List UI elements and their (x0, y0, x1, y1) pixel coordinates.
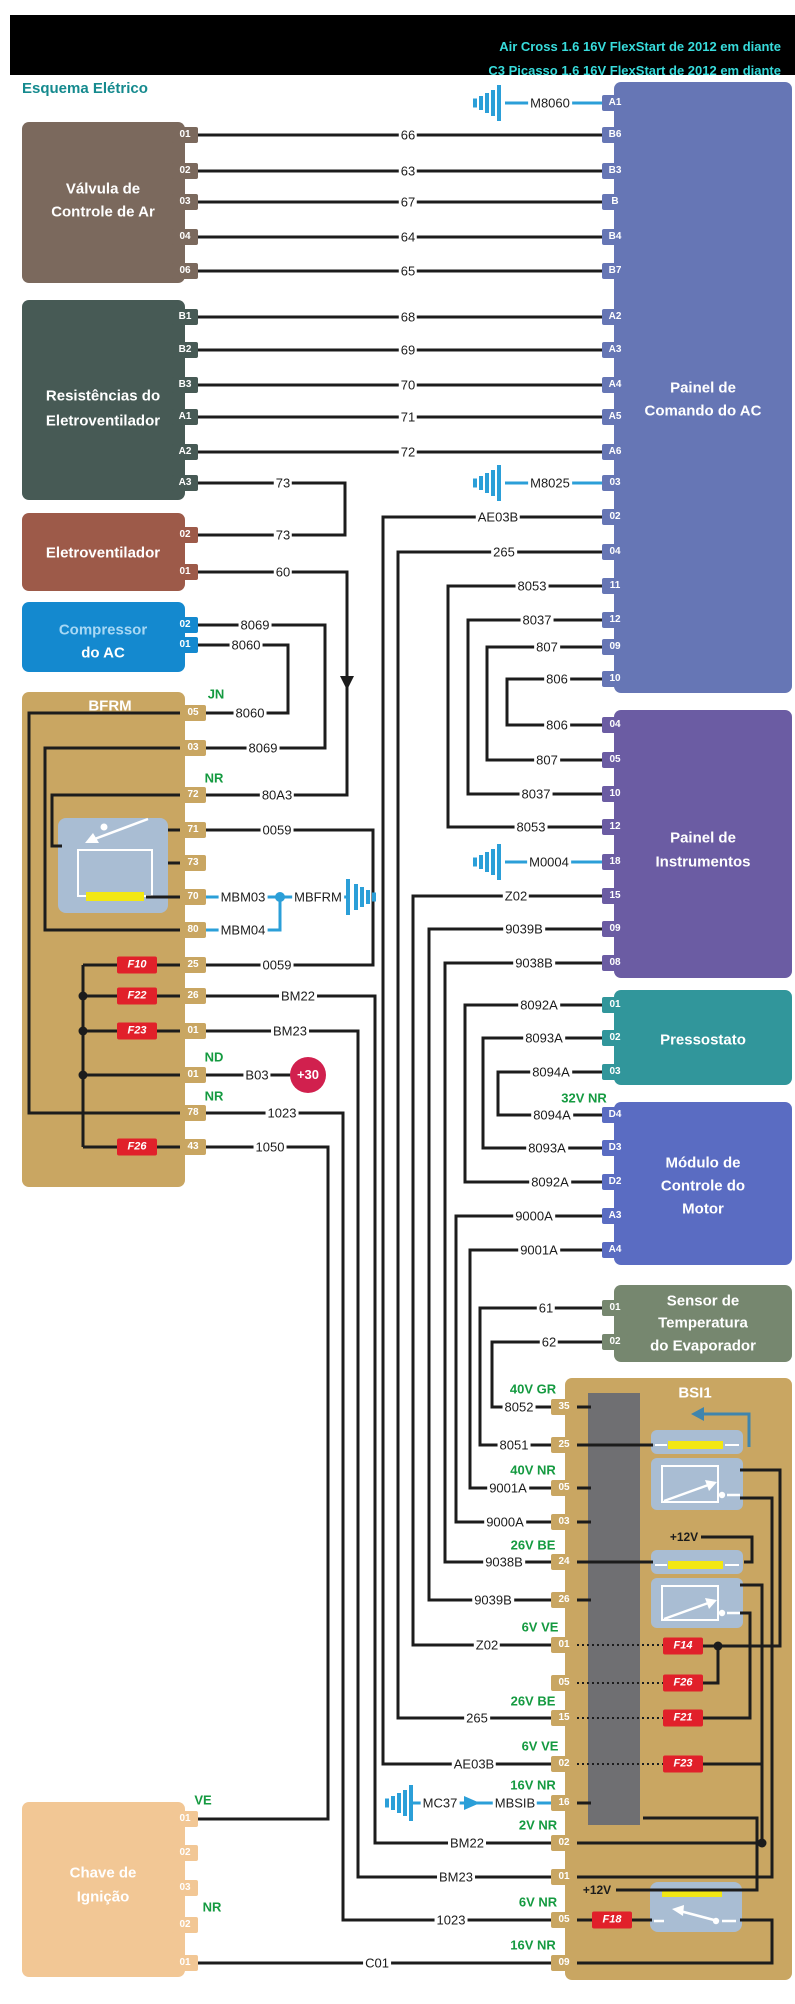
wire-label-8069: 8069 (248, 740, 278, 756)
wire-label-MBM03: MBM03 (220, 889, 266, 905)
pin-bfrm-71: 71 (180, 822, 206, 838)
pin-bfrm-01: 01 (180, 1067, 206, 1083)
fuse-F23: F23 (117, 1023, 157, 1040)
pin-painel-comando-ac-B7: B7 (602, 263, 628, 279)
pin-resistencias-eletroventilador-A2: A2 (172, 444, 198, 460)
pin-painel-instrumentos-12: 12 (602, 819, 628, 835)
junction-dot (79, 1027, 88, 1036)
wire-label-8060: 8060 (231, 637, 261, 653)
pin-bsi1-02: 02 (551, 1756, 577, 1772)
wire (198, 1147, 328, 1819)
pin-painel-instrumentos-10: 10 (602, 786, 628, 802)
fuse-F10: F10 (117, 957, 157, 974)
pin-pressostato-02: 02 (602, 1030, 628, 1046)
connector-label-16V-NR: 16V NR (510, 1937, 556, 1953)
wire-label-BM22: BM22 (450, 1835, 484, 1851)
wire-label-8053: 8053 (516, 819, 546, 835)
connector-label-JN: JN (207, 686, 225, 702)
fuse-F18: F18 (592, 1912, 632, 1929)
wire (413, 896, 602, 1645)
box-title-resistencias-eletroventilador: Eletroventilador (45, 412, 161, 430)
connector-label-ND: ND (204, 1049, 224, 1065)
wire-label-265: 265 (466, 1710, 488, 1726)
wire-label-66: 66 (400, 127, 416, 143)
pin-painel-comando-ac-B4: B4 (602, 229, 628, 245)
pin-modulo-controle-motor-D3: D3 (602, 1140, 628, 1156)
supply-plus30: +30 (290, 1057, 326, 1093)
junction-dot (79, 1071, 88, 1080)
pin-modulo-controle-motor-D4: D4 (602, 1107, 628, 1123)
pin-bsi1-01: 01 (551, 1869, 577, 1885)
pin-painel-instrumentos-04: 04 (602, 717, 628, 733)
pin-eletroventilador-01: 01 (172, 564, 198, 580)
wire-label-9039B: 9039B (474, 1592, 512, 1608)
wire-label-8037: 8037 (521, 786, 551, 802)
pin-bsi1-15: 15 (551, 1710, 577, 1726)
pin-resistencias-eletroventilador-B3: B3 (172, 377, 198, 393)
wire-label-72: 72 (400, 444, 416, 460)
wire-label-80A3: 80A3 (261, 787, 293, 803)
wire-label-M8025: M8025 (530, 475, 570, 491)
box-title-painel-comando-ac: Painel de (670, 379, 736, 397)
wire-label-73: 73 (275, 527, 291, 543)
wire-label-70: 70 (400, 377, 416, 393)
pin-bfrm-78: 78 (180, 1105, 206, 1121)
pin-painel-comando-ac-B6: B6 (602, 127, 628, 143)
connector-label-6V-NR: 6V NR (518, 1894, 558, 1910)
wire-label-MBFRM: MBFRM (294, 889, 342, 905)
wire (492, 1342, 602, 1407)
pin-painel-comando-ac-A5: A5 (602, 409, 628, 425)
wire-label-67: 67 (400, 194, 416, 210)
pin-bfrm-25: 25 (180, 957, 206, 973)
wire-label-MC37: MC37 (422, 1795, 458, 1811)
wire-label-71: 71 (400, 409, 416, 425)
pin-painel-comando-ac-12: 12 (602, 612, 628, 628)
wire-label-8092A: 8092A (531, 1174, 569, 1190)
wire (383, 517, 602, 1764)
wire-label-Z02: Z02 (475, 1637, 499, 1653)
box-title-sensor-temperatura-evaporador: Sensor de (666, 1292, 740, 1310)
wire-label-MBM04: MBM04 (220, 922, 266, 938)
wire-label-65: 65 (400, 263, 416, 279)
wire-label-8093A: 8093A (528, 1140, 566, 1156)
wire-label-AE03B: AE03B (453, 1756, 495, 1772)
pin-painel-instrumentos-15: 15 (602, 888, 628, 904)
wire (480, 1308, 602, 1445)
box-title-modulo-controle-motor: Módulo de (665, 1154, 741, 1172)
pin-modulo-controle-motor-A4: A4 (602, 1242, 628, 1258)
pin-bsi1-25: 25 (551, 1437, 577, 1453)
pin-bsi1-05: 05 (551, 1912, 577, 1928)
pin-valvula-controle-ar-01: 01 (172, 127, 198, 143)
box-title-chave-ignicao: Ignição (76, 1888, 130, 1906)
wire-label-807: 807 (536, 639, 558, 655)
wire-label-1023: 1023 (267, 1105, 297, 1121)
box-title-sensor-temperatura-evaporador: do Evaporador (650, 1337, 756, 1355)
pin-painel-comando-ac-02: 02 (602, 509, 628, 525)
connector-label-NR: NR (204, 770, 224, 786)
pin-bfrm-72: 72 (180, 787, 206, 803)
pin-valvula-controle-ar-02: 02 (172, 163, 198, 179)
pin-bsi1-01: 01 (551, 1637, 577, 1653)
wire-label-9000A: 9000A (515, 1208, 553, 1224)
wire-label-0059: 0059 (262, 822, 292, 838)
wire-label-806: 806 (546, 671, 568, 687)
connector-label-26V-BE: 26V BE (510, 1537, 556, 1553)
fuse-F22: F22 (117, 988, 157, 1005)
pin-painel-comando-ac-B: B (602, 194, 628, 210)
pin-chave-ignicao-03: 03 (172, 1880, 198, 1896)
box-title-resistencias-eletroventilador: Resistências do (45, 387, 161, 405)
pin-painel-comando-ac-B3: B3 (602, 163, 628, 179)
wire-label-8053: 8053 (517, 578, 547, 594)
wire-label-8060: 8060 (235, 705, 265, 721)
header-line-2: C3 Picasso 1.6 16V FlexStart de 2012 em diante (488, 63, 781, 78)
wire-label-8093A: 8093A (525, 1030, 563, 1046)
wire-label-63: 63 (400, 163, 416, 179)
pin-resistencias-eletroventilador-B2: B2 (172, 342, 198, 358)
ground-icon-M8060 (473, 85, 501, 121)
connector-label-40V-NR: 40V NR (510, 1462, 556, 1478)
supply-label-12v: +12V (582, 1883, 612, 1897)
pin-painel-comando-ac-04: 04 (602, 544, 628, 560)
connector-bar (588, 1393, 640, 1825)
junction-dot (79, 992, 88, 1001)
wire-label-C01: C01 (365, 1955, 389, 1971)
pin-painel-comando-ac-A4: A4 (602, 377, 628, 393)
pin-bfrm-70: 70 (180, 889, 206, 905)
wire-label-8052: 8052 (504, 1399, 534, 1415)
wire-label-9038B: 9038B (485, 1554, 523, 1570)
wire (616, 1818, 757, 1890)
pin-sensor-temperatura-evaporador-01: 01 (602, 1300, 628, 1316)
box-title-sensor-temperatura-evaporador: Temperatura (658, 1314, 748, 1332)
pin-resistencias-eletroventilador-A1: A1 (172, 409, 198, 425)
pin-bfrm-73: 73 (180, 855, 206, 871)
pin-modulo-controle-motor-A3: A3 (602, 1208, 628, 1224)
connector-label-16V-NR: 16V NR (510, 1777, 556, 1793)
pin-painel-comando-ac-A1: A1 (602, 95, 628, 111)
pin-bsi1-35: 35 (551, 1399, 577, 1415)
pin-bsi1-09: 09 (551, 1955, 577, 1971)
wire-label-8069: 8069 (240, 617, 270, 633)
ground-icon-M8025 (473, 465, 501, 501)
mc37-right-arrow (464, 1796, 480, 1810)
wire-label-1050: 1050 (255, 1139, 285, 1155)
box-title-painel-comando-ac: Comando do AC (644, 402, 762, 420)
wire (198, 483, 345, 535)
pin-eletroventilador-02: 02 (172, 527, 198, 543)
pin-bsi1-16: 16 (551, 1795, 577, 1811)
ground-icon-MC37 (385, 1785, 413, 1821)
wire-label-8094A: 8094A (533, 1107, 571, 1123)
pin-resistencias-eletroventilador-A3: A3 (172, 475, 198, 491)
wire-label-B03: B03 (245, 1067, 269, 1083)
box-title-bsi1: BSI1 (678, 1384, 712, 1402)
wire-label-806: 806 (546, 717, 568, 733)
page-title: Esquema Elétrico (22, 80, 148, 97)
box-title-compressor-ac: Compressor (58, 621, 148, 639)
wire-label-0059: 0059 (262, 957, 292, 973)
wire (206, 1031, 551, 1877)
pin-bfrm-80: 80 (180, 922, 206, 938)
wire-label-Z02: Z02 (504, 888, 528, 904)
connector-label-26V-BE: 26V BE (510, 1693, 556, 1709)
fuse-F23: F23 (663, 1756, 703, 1773)
pin-bfrm-43: 43 (180, 1139, 206, 1155)
box-title-painel-instrumentos: Painel de (670, 829, 736, 847)
wire-label-8094A: 8094A (532, 1064, 570, 1080)
pin-bfrm-05: 05 (180, 705, 206, 721)
wire-label-9001A: 9001A (489, 1480, 527, 1496)
pin-valvula-controle-ar-06: 06 (172, 263, 198, 279)
wire-label-9001A: 9001A (520, 1242, 558, 1258)
pin-pressostato-03: 03 (602, 1064, 628, 1080)
wire-label-61: 61 (538, 1300, 554, 1316)
connector-label-NR: NR (202, 1899, 222, 1915)
ground-icon-M0004 (473, 844, 501, 880)
pin-bsi1-05: 05 (551, 1675, 577, 1691)
pin-painel-comando-ac-11: 11 (602, 578, 628, 594)
connector-label-6V-VE: 6V VE (521, 1738, 559, 1754)
box-title-valvula-controle-ar: Válvula de (65, 180, 141, 198)
wire-label-62: 62 (541, 1334, 557, 1350)
wire-label-BM23: BM23 (273, 1023, 307, 1039)
pin-chave-ignicao-02: 02 (172, 1845, 198, 1861)
box-title-eletroventilador: Eletroventilador (45, 544, 161, 562)
pin-bfrm-03: 03 (180, 740, 206, 756)
pin-bfrm-01: 01 (180, 1023, 206, 1039)
pin-painel-comando-ac-A3: A3 (602, 342, 628, 358)
wire (702, 1613, 750, 1718)
box-title-pressostato: Pressostato (660, 1031, 746, 1049)
relay-feedback-arrow (691, 1407, 704, 1421)
fuse-F26: F26 (117, 1139, 157, 1156)
wire (702, 1646, 718, 1683)
pin-resistencias-eletroventilador-B1: B1 (172, 309, 198, 325)
box-title-valvula-controle-ar: Controle de Ar (51, 203, 155, 221)
wire-label-8051: 8051 (499, 1437, 529, 1453)
pin-modulo-controle-motor-D2: D2 (602, 1174, 628, 1190)
pin-bsi1-02: 02 (551, 1835, 577, 1851)
wire-label-69: 69 (400, 342, 416, 358)
connector-label-VE: VE (194, 1792, 212, 1808)
wire-label-MBSIB: MBSIB (494, 1795, 536, 1811)
supply-label-12v: +12V (669, 1530, 699, 1544)
wire-label-BM22: BM22 (281, 988, 315, 1004)
pin-painel-comando-ac-09: 09 (602, 639, 628, 655)
box-title-modulo-controle-motor: Controle do (660, 1177, 746, 1195)
wire (206, 996, 551, 1843)
junction-dot (758, 1839, 767, 1848)
flow-down-arrow (340, 676, 354, 690)
wire (487, 647, 602, 760)
connector-label-40V-GR: 40V GR (509, 1381, 557, 1397)
wire (198, 645, 288, 713)
pin-pressostato-01: 01 (602, 997, 628, 1013)
wire-label-AE03B: AE03B (477, 509, 519, 525)
pin-painel-instrumentos-08: 08 (602, 955, 628, 971)
pin-chave-ignicao-02: 02 (172, 1917, 198, 1933)
pin-bsi1-05: 05 (551, 1480, 577, 1496)
pin-painel-comando-ac-A6: A6 (602, 444, 628, 460)
pin-compressor-ac-01: 01 (172, 637, 198, 653)
connector-label-2V-NR: 2V NR (518, 1817, 558, 1833)
fuse-F21: F21 (663, 1710, 703, 1727)
wire-label-8092A: 8092A (520, 997, 558, 1013)
wire-label-M8060: M8060 (530, 95, 570, 111)
wire-label-9000A: 9000A (486, 1514, 524, 1530)
pin-valvula-controle-ar-04: 04 (172, 229, 198, 245)
wire-label-60: 60 (275, 564, 291, 580)
pin-painel-instrumentos-05: 05 (602, 752, 628, 768)
connector-label-6V-VE: 6V VE (521, 1619, 559, 1635)
wire-label-M0004: M0004 (529, 854, 569, 870)
box-title-modulo-controle-motor: Motor (682, 1200, 724, 1218)
wire-label-73: 73 (275, 475, 291, 491)
box-title-chave-ignicao: Chave de (69, 1864, 137, 1882)
pin-valvula-controle-ar-03: 03 (172, 194, 198, 210)
wire (470, 1250, 602, 1488)
wire-label-1023: 1023 (436, 1912, 466, 1928)
pin-sensor-temperatura-evaporador-02: 02 (602, 1334, 628, 1350)
wire-label-9038B: 9038B (515, 955, 553, 971)
pin-painel-comando-ac-10: 10 (602, 671, 628, 687)
fuse-F26: F26 (663, 1675, 703, 1692)
wire-label-265: 265 (493, 544, 515, 560)
fuse-F14: F14 (663, 1638, 703, 1655)
pin-compressor-ac-02: 02 (172, 617, 198, 633)
box-title-painel-instrumentos: Instrumentos (655, 853, 751, 871)
junction-dot (275, 892, 285, 902)
pin-bsi1-26: 26 (551, 1592, 577, 1608)
pin-painel-instrumentos-18: 18 (602, 854, 628, 870)
pin-bsi1-24: 24 (551, 1554, 577, 1570)
wire-label-68: 68 (400, 309, 416, 325)
pin-chave-ignicao-01: 01 (172, 1811, 198, 1827)
pin-chave-ignicao-01: 01 (172, 1955, 198, 1971)
pin-bfrm-26: 26 (180, 988, 206, 1004)
wire-label-807: 807 (536, 752, 558, 768)
pin-painel-comando-ac-A2: A2 (602, 309, 628, 325)
connector-label-NR: NR (204, 1088, 224, 1104)
junction-dot (714, 1642, 723, 1651)
wire-label-9039B: 9039B (505, 921, 543, 937)
connector-label-32V-NR: 32V NR (561, 1090, 607, 1106)
box-title-compressor-ac: do AC (81, 644, 125, 662)
pin-painel-instrumentos-09: 09 (602, 921, 628, 937)
pin-painel-comando-ac-03: 03 (602, 475, 628, 491)
wire-label-64: 64 (400, 229, 416, 245)
header-line-1: Air Cross 1.6 16V FlexStart de 2012 em diante (499, 39, 781, 54)
box-title-bfrm: BFRM (88, 697, 132, 715)
wire-label-BM23: BM23 (439, 1869, 473, 1885)
wire-label-8037: 8037 (522, 612, 552, 628)
pin-bsi1-03: 03 (551, 1514, 577, 1530)
